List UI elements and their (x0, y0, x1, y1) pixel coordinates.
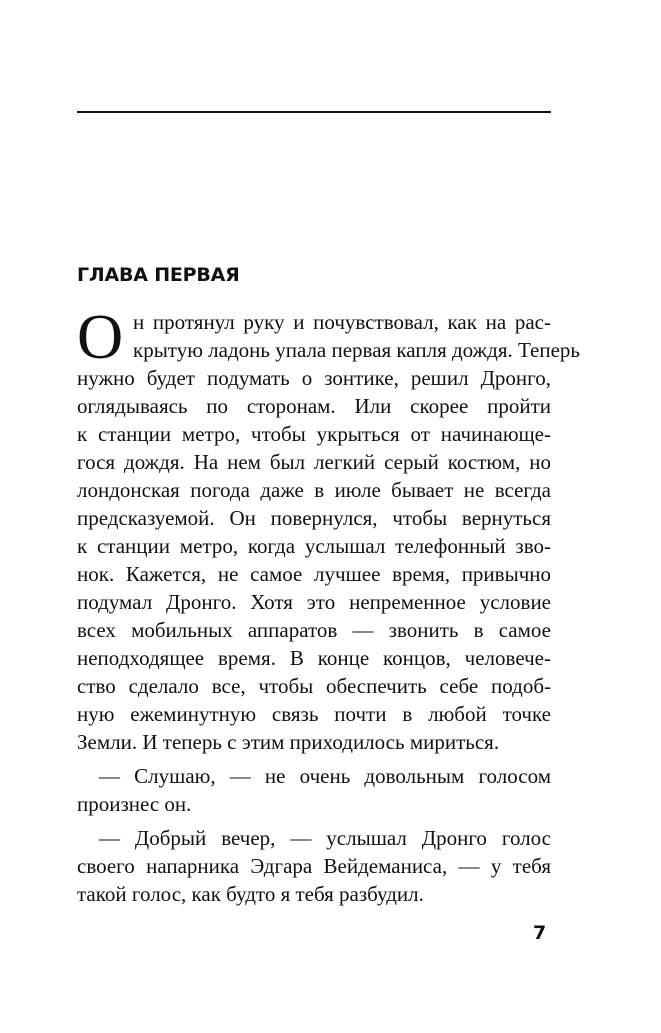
body-text (77, 301, 580, 908)
text-line: ную ежеминутную связь почти в любой точке (77, 702, 551, 726)
drop-cap: О (77, 301, 124, 372)
text-line: своего напарника Эдгара Вейдеманиса, — у тебя (77, 854, 551, 878)
top-rule (77, 111, 551, 113)
text-line: такой голос, как будто я тебя разбудил. (77, 882, 424, 906)
paragraph-1 (77, 301, 580, 756)
text-line: гося дождя. На нем был легкий серый костюм, но (77, 450, 551, 474)
text-line: ство сделало все, чтобы обеспечить себе подоб- (77, 674, 551, 698)
text-line: неподходящее время. В конце концов, человече- (77, 646, 551, 670)
text-line: подумал Дронго. Хотя это непременное условие (77, 590, 551, 614)
paragraph-2 (77, 762, 551, 818)
text-line: произнес он. (77, 792, 192, 816)
text-line: всех мобильных аппаратов — звонить в самое (77, 618, 551, 642)
text-line: — Слушаю, — не очень довольным голосом (99, 764, 551, 788)
text-line: крытую ладонь упала первая капля дождя. Теперь (133, 338, 580, 362)
text-line: предсказуемой. Он повернулся, чтобы вернуться (77, 506, 551, 530)
text-line: н протянул руку и почувствовал, как на рас- (133, 310, 551, 334)
chapter-title: ГЛАВА ПЕРВАЯ (77, 264, 240, 286)
text-line: нок. Кажется, не самое лучшее время, привычно (77, 562, 551, 586)
paragraph-3 (77, 824, 551, 908)
text-line: к станции метро, чтобы укрыться от начинающе- (77, 422, 551, 446)
text-line: к станции метро, когда услышал телефонный зво- (77, 534, 551, 558)
text-line: оглядываясь по сторонам. Или скорее пройти (77, 394, 551, 418)
text-line: лондонская погода даже в июле бывает не всегда (77, 478, 551, 502)
text-line: нужно будет подумать о зонтике, решил Дронго, (77, 366, 551, 390)
text-line: — Добрый вечер, — услышал Дронго голос (99, 826, 551, 850)
page-number: 7 (533, 922, 547, 944)
text-line: Земли. И теперь с этим приходилось мириться. (77, 730, 500, 754)
